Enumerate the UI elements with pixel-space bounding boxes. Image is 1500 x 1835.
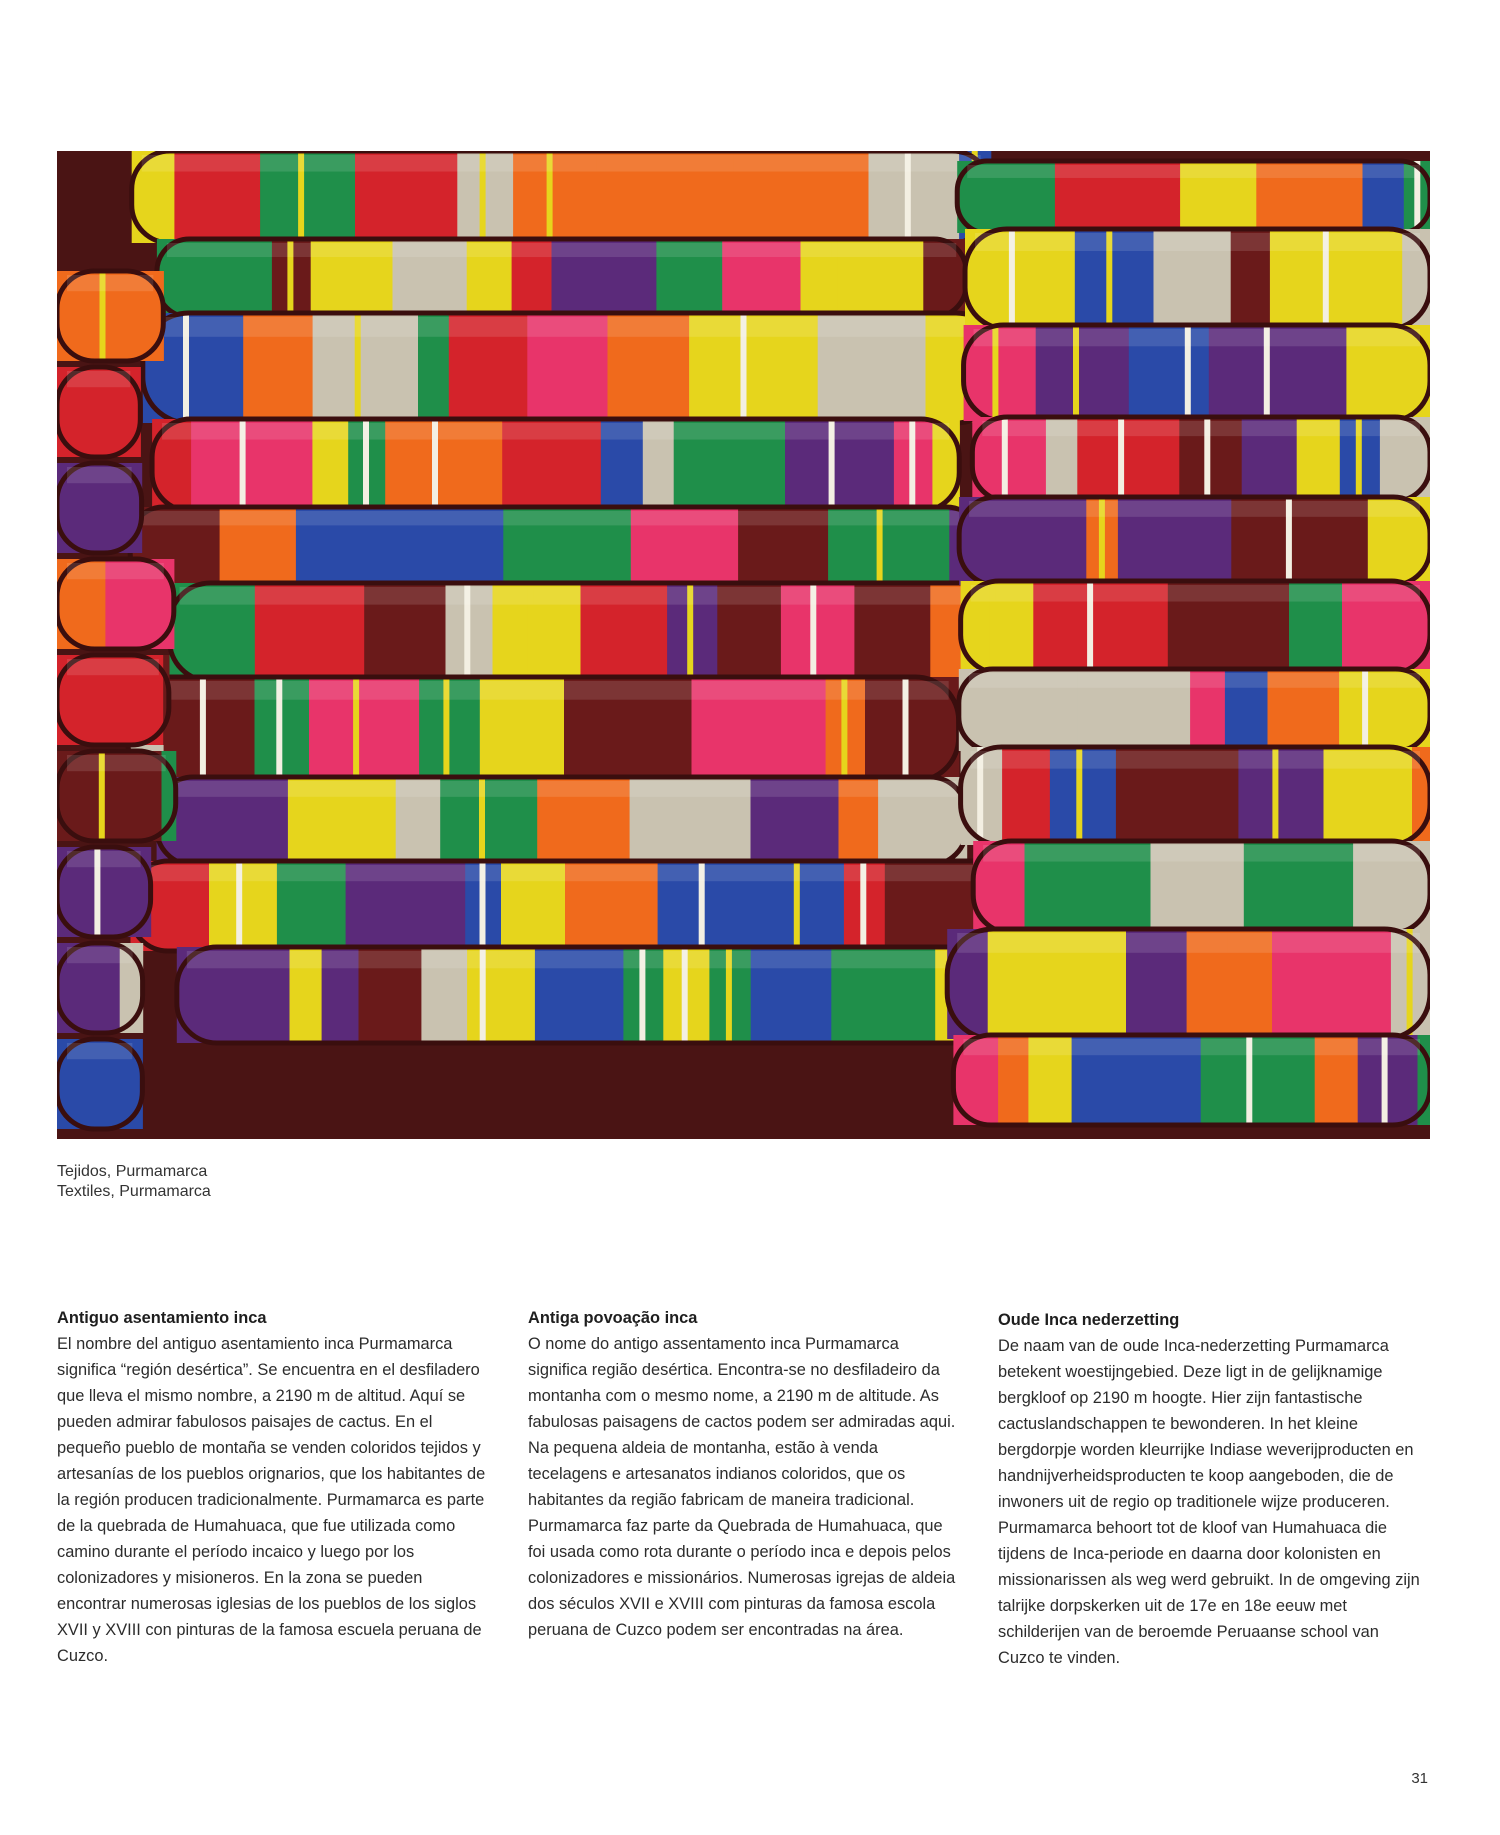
textile-bundle xyxy=(961,581,1430,673)
textile-bundle xyxy=(959,669,1430,751)
column-spanish xyxy=(57,1305,487,1669)
textile-bundle xyxy=(143,313,1003,423)
heading-portuguese: Antiga povoação inca xyxy=(528,1309,698,1327)
body-portuguese: O nome do antigo assentamento inca Purmamarca significa região desértica. Encontra-se no desfiladeiro da montanha com o mesmo nome, a 2190 m de altitude. As fabulosas paisagens de cactos podem ser admiradas aqui. Na pequena aldeia de montanha, estão à venda tecelagens e artesanatos indianos coloridos, que os habitantes da região fabricam de maneira tradicional. Purmamarca faz parte da Quebrada de Humahuaca, que foi usada como rota durante o período inca e depois pelos colonizadores e missionários. Numerosas igrejas de aldeia dos séculos XVII e XVIII com pinturas da famosa escola peruana de Cuzco podem ser encontradas na área. xyxy=(528,1335,956,1639)
textile-bundle xyxy=(57,943,143,1033)
textile-bundle xyxy=(972,417,1430,501)
textiles-photo xyxy=(57,151,1430,1139)
textile-bundle xyxy=(57,847,151,937)
body-spanish: El nombre del antiguo asentamiento inca Purmamarca significa “región desértica”. Se encuentra en el desfiladero que lleva el mismo nombre, a 2190 m de altitud. Aquí se pueden admirar fabulosos paisajes de cactus. En el pequeño pueblo de montaña se venden coloridos tejidos y artesanías de los pueblos orignarios, que los habitantes de la región producen tradicionalmente. Purmamarca es parte de la quebrada de Humahuaca, que fue utilizada como camino durante el período incaico y luego por los colonizadores y misioneros. En la zona se pueden encontrar numerosas iglesias de los pueblos de los siglos XVII y XVIII con pinturas de la famosa escuela peruana de Cuzco. xyxy=(57,1335,486,1665)
textile-bundle xyxy=(170,583,1005,681)
textile-bundle xyxy=(959,497,1430,585)
textile-bundle xyxy=(57,751,176,841)
textile-bundle xyxy=(127,677,959,781)
heading-dutch: Oude Inca nederzetting xyxy=(998,1311,1180,1329)
body-dutch: De naam van de oude Inca-nederzetting Purmamarca betekent woestijngebied. Deze ligt in de gelijknamige bergkloof op 2190 m hoogte. Hier zijn fantastische cactuslandschappen te bewonderen. In het kleine bergdorpje worden kleurrijke Indiase weverijproducten en handnijverheidsproducten te koop aangeboden, die de inwoners uit de regio op traditionele wijze produceren. Purmamarca behoort tot de kloof van Humahuaca die tijdens de Inca-periode en daarna door kolonisten en missionarissen als weg werd gebruikt. In de omgeving zijn talrijke dorpskerken uit de 17e en 18e eeuw met schilderijen van de beroemde Peruaanse school van Cuzco te vinden. xyxy=(998,1337,1420,1667)
textile-bundle xyxy=(130,507,980,587)
textile-bundle xyxy=(57,559,174,649)
textile-bundle xyxy=(157,777,968,865)
textile-bundle xyxy=(130,861,1009,951)
textile-bundle xyxy=(973,841,1430,933)
textile-bundle xyxy=(57,1039,143,1129)
caption-spanish: Tejidos, Purmamarca xyxy=(57,1163,208,1180)
textile-bundle xyxy=(947,929,1430,1039)
woven-textiles-photo-icon xyxy=(57,151,1430,1139)
column-portuguese xyxy=(528,1305,958,1643)
page-number: 31 xyxy=(1411,1770,1428,1787)
column-dutch xyxy=(998,1307,1428,1671)
textile-bundle xyxy=(57,367,141,457)
photo-caption xyxy=(57,1162,211,1202)
heading-spanish: Antiguo asentamiento inca xyxy=(57,1309,267,1327)
textile-bundle xyxy=(57,463,142,553)
textile-bundle xyxy=(953,1035,1430,1125)
textile-bundle xyxy=(157,239,967,317)
textile-bundle xyxy=(57,655,170,745)
textile-bundle xyxy=(961,747,1430,845)
textile-bundle xyxy=(964,325,1430,421)
textile-bundle xyxy=(57,271,164,361)
textile-bundle xyxy=(957,161,1430,233)
caption-english: Textiles, Purmamarca xyxy=(57,1183,211,1200)
textile-bundle xyxy=(132,151,992,243)
textile-bundle xyxy=(152,419,960,511)
textile-bundle xyxy=(965,229,1430,329)
textile-bundle xyxy=(177,947,1009,1043)
